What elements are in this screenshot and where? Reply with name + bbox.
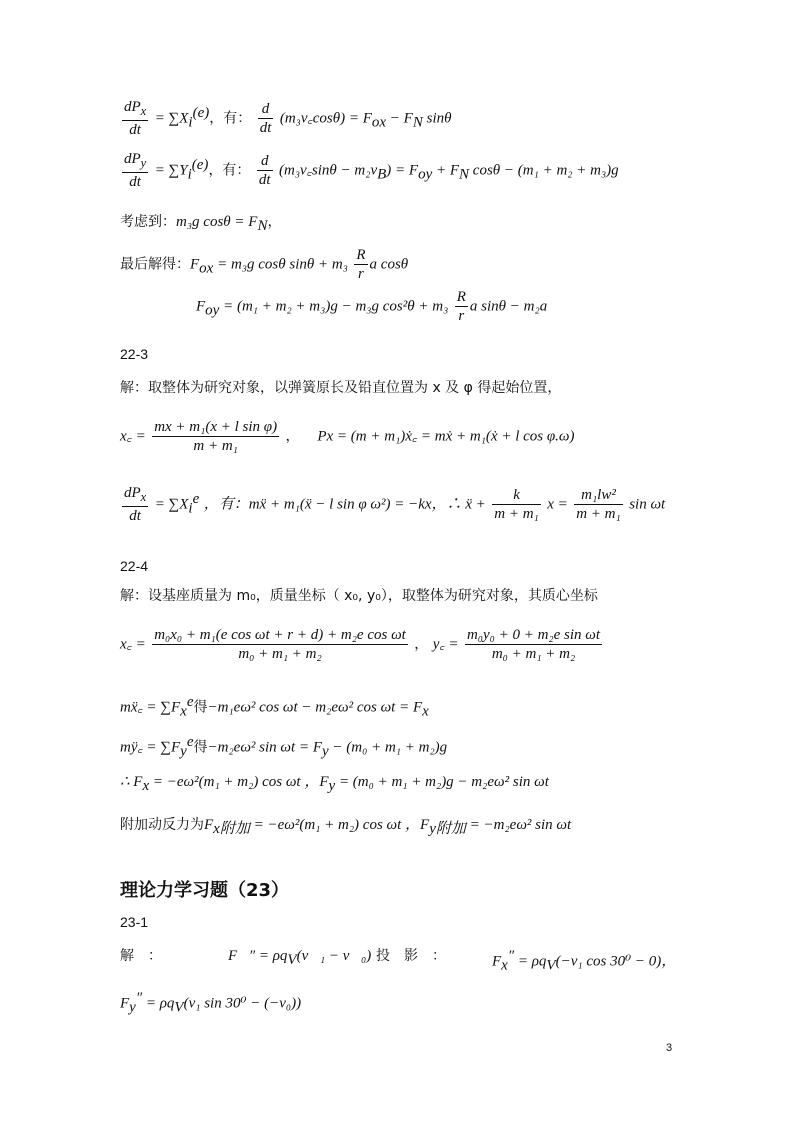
- problem-22-4-line4: 附加动反力为$F_{x附加} = -e\omega^2(m_1 + m_2)$ cos ωt ，$F_{y附加} = -m_2e\omega^2$ sin ωt: [120, 817, 572, 837]
- solution-fox: 最后解得：$F_{ox} = m_3g$ cosθ sinθ + m₃ $\frac{R}{r}$ a cosθ: [120, 247, 409, 282]
- consider-line: 考虑到：m₃g $\cos\theta = F_N$，: [120, 214, 282, 234]
- problem-22-4-text: 解：设基座质量为 m₀，质量坐标（ x₀, y₀），取整体为研究对象，其质心坐标: [120, 588, 598, 604]
- page-number: 3: [666, 1042, 673, 1054]
- momentum-x-equation: $\frac{dP_x}{dt}$ = $\sum X_i^{(e)}$，有： $\frac{d}{dt}$ (m₃v꜀cosθ) = $F_{ox} - F_N$ sinθ: [124, 99, 452, 138]
- problem-23-1-line1: 解 ： F⃗″ = $\rho q_V(v⃗_1$ − v⃗₀)， 投 影 ： $F_x'' = \rho q_V(-v_1$ cos 30⁰ − 0)，: [120, 948, 677, 974]
- problem-22-3-eq: $\frac{dP_x}{dt}$ = $\sum X_i^e$ ，有：mẍ + m₁(ẍ − l sin φ ω²) = −kx，∴ ẍ + $\frac{k}{\text{m + m₁}}$ x = $\frac{\text{m₁lw²}}{\text{m + m₁}}$ sin ωt: [124, 485, 666, 524]
- problem-23-1-line2: $F_y'' = \rho q_V(v_1$ sin 30⁰ − (−v₀)): [120, 990, 302, 1016]
- problem-22-4-centroid: x꜀ = $\frac{\text{m₀x₀ + m₁(e cos ωt + r + d) + m₂e cos ωt}}{\text{m₀ + m₁ + m₂}}$ ， y꜀ = $\frac{\text{m₀y₀ + 0 + m₂e sin ωt}}{\text{m₀ + m₁ + m₂}}$: [120, 627, 601, 662]
- problem-23-1-number: 23-1: [120, 914, 149, 930]
- momentum-y-equation: $\frac{dP_y}{dt}$ = $\sum Y_i^{(e)}$，有： $\frac{d}{dt}$ (m₃v꜀sinθ − $m_2v_B) = F_{oy} + F_N$ cosθ − (m₁ + m₂ + m₃)g: [124, 151, 619, 190]
- section-title: 理论力学习题（23）: [120, 880, 290, 901]
- problem-22-3-xc: x꜀ = $\frac{\text{mx + m₁(x + l sin φ)}}{\text{m + m₁}}$ ， Px = (m + m₁)ẋ꜀ = mẋ + m₁(ẋ + l cos φ.ω): [120, 419, 575, 454]
- problem-22-4-line1: mẍ꜀ = $\sum F_x^e$得−m₁eω² cos ωt − m₂eω² $\cos \omega t = F_x$: [120, 694, 429, 720]
- problem-22-4-number: 22-4: [120, 558, 149, 574]
- problem-22-4-line2: mÿ꜀ = $\sum F_y^e$得−m₂eω² $\sin \omega t = F_y - (m_0 + m_1 + m_2)g$: [120, 734, 448, 760]
- problem-22-3-text: 解：取整体为研究对象，以弹簧原长及铅直位置为 x 及 φ 得起始位置，: [120, 380, 562, 396]
- problem-22-3-number: 22-3: [120, 346, 149, 362]
- problem-22-4-line3: ∴ $F_x = -e\omega^2(m_1 + m_2)$ cos ωt ，$F_y = (m_0 + m_1 + m_2)g - m_2e\omega^2$ sin ωt: [120, 774, 549, 794]
- solution-foy: $F_{oy} = (m_1 + m_2 + m_3)g - m_3g$ cos²θ + m₃ $\frac{R}{r}$ a sinθ − m₂a: [196, 289, 548, 324]
